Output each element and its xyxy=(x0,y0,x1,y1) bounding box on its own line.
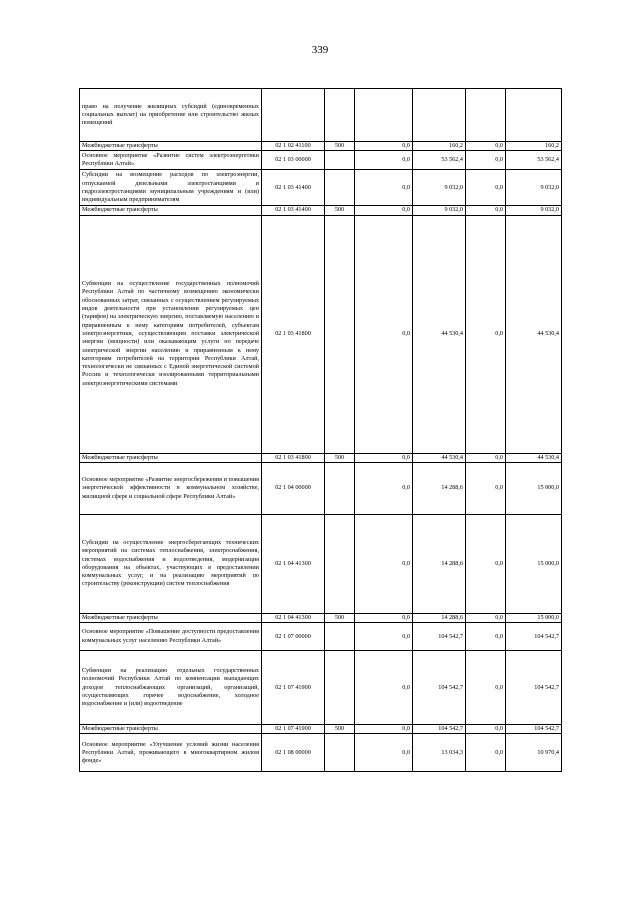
row-value-4 xyxy=(506,89,562,142)
row-value-4: 104 542,7 xyxy=(506,651,562,725)
row-value-3: 0,0 xyxy=(466,734,506,772)
table-row xyxy=(80,651,562,725)
row-value-2: 104 542,7 xyxy=(413,725,466,734)
row-value-3: 0,0 xyxy=(466,151,506,170)
row-code: 02 1 04 41300 xyxy=(262,613,325,622)
row-code: 02 1 08 00000 xyxy=(262,734,325,772)
row-expense-type xyxy=(325,514,355,613)
row-code: 02 1 02 41100 xyxy=(262,142,325,151)
table-row xyxy=(80,89,562,142)
row-value-3: 0,0 xyxy=(466,514,506,613)
row-value-2: 14 288,6 xyxy=(413,613,466,622)
row-value-4: 15 000,0 xyxy=(506,514,562,613)
row-value-3: 0,0 xyxy=(466,453,506,462)
row-code: 02 1 07 41900 xyxy=(262,651,325,725)
row-expense-type xyxy=(325,623,355,651)
table-row xyxy=(80,734,562,772)
row-value-4: 160,2 xyxy=(506,142,562,151)
row-value-2: 9 032,0 xyxy=(413,170,466,206)
row-name: Субсидии на осуществление энергосберегающих технических мероприятий на системах теплоснабжения, электроснабжения, системах водоснабжения и водоотведения, модернизация оборудования на объектах, участвующих в предоставлении коммунальных услуг, и на реализацию мероприятий по строительству (реконструкции) систем теплоснабжения xyxy=(80,514,262,613)
row-value-3: 0,0 xyxy=(466,170,506,206)
row-value-3: 0,0 xyxy=(466,613,506,622)
row-name: право на получение жилищных субсидий (единовременных социальных выплат) на приобретение или строительство жилых помещений xyxy=(80,89,262,142)
row-value-2: 53 562,4 xyxy=(413,151,466,170)
row-expense-type xyxy=(325,89,355,142)
table-row xyxy=(80,170,562,206)
table-row xyxy=(80,151,562,170)
table-row xyxy=(80,623,562,651)
row-value-3: 0,0 xyxy=(466,215,506,453)
row-value-4: 9 032,0 xyxy=(506,206,562,215)
row-value-1: 0,0 xyxy=(355,462,413,514)
row-value-1: 0,0 xyxy=(355,170,413,206)
table-row xyxy=(80,514,562,613)
row-name: Основное мероприятие «Улучшение условий жизни населения Республики Алтай, проживающего в многоквартирном жилом фонде» xyxy=(80,734,262,772)
row-expense-type: 500 xyxy=(325,725,355,734)
row-name: Межбюджетные трансферты xyxy=(80,613,262,622)
row-value-4: 15 000,0 xyxy=(506,462,562,514)
table-row xyxy=(80,215,562,453)
row-code: 02 1 03 41800 xyxy=(262,215,325,453)
row-name: Субвенции на реализацию отдельных государственных полномочий Республики Алтай по компенсации выпадающих доходов теплоснабжающих организаций, организаций, осуществляющих горячее водоснабжение, холодное водоснабжение и (или) водоотведение xyxy=(80,651,262,725)
row-value-3: 0,0 xyxy=(466,651,506,725)
row-code xyxy=(262,89,325,142)
row-code: 02 1 04 00000 xyxy=(262,462,325,514)
row-value-4: 9 032,0 xyxy=(506,170,562,206)
row-code: 02 1 07 41900 xyxy=(262,725,325,734)
row-value-2: 160,2 xyxy=(413,142,466,151)
row-value-3: 0,0 xyxy=(466,206,506,215)
row-name: Субвенции на осуществление государственных полномочий Республики Алтай по частичному возмещению экономически обоснованных затрат, связанных с осуществлением регулируемых видов деятельности при установлении регулируемых цен (тарифов) на электрическую энергию, поставляемую населению и приравненным к нему категориям потребителей, субъектам электроэнергетики, осуществляющим поставки электрической энергии (мощности) или оказывающим услуги по передаче электрической энергии населению и приравненным к нему категориям потребителей на территории Республики Алтай, технологически не связанных с Единой энергетической системой России и технологически изолированными территориальными электроэнергетическими системами xyxy=(80,215,262,453)
row-expense-type: 500 xyxy=(325,206,355,215)
row-value-1: 0,0 xyxy=(355,725,413,734)
row-value-3: 0,0 xyxy=(466,142,506,151)
row-expense-type xyxy=(325,215,355,453)
row-value-1: 0,0 xyxy=(355,453,413,462)
row-name: Основное мероприятие «Развитие энергосбережения и повышения энергетической эффективности в коммунальном хозяйстве, жилищной сфере и социальной сфере Республики Алтай» xyxy=(80,462,262,514)
row-value-4: 44 530,4 xyxy=(506,453,562,462)
row-value-1 xyxy=(355,89,413,142)
row-code: 02 1 03 41400 xyxy=(262,206,325,215)
row-expense-type: 500 xyxy=(325,142,355,151)
row-expense-type xyxy=(325,651,355,725)
row-value-2: 13 034,3 xyxy=(413,734,466,772)
row-name: Основное мероприятие «Развитие систем электроэнергетики Республики Алтай» xyxy=(80,151,262,170)
row-code: 02 1 07 00000 xyxy=(262,623,325,651)
row-value-1: 0,0 xyxy=(355,151,413,170)
table-row xyxy=(80,725,562,734)
row-expense-type: 500 xyxy=(325,613,355,622)
row-expense-type: 500 xyxy=(325,453,355,462)
row-value-2: 14 288,6 xyxy=(413,462,466,514)
row-name: Межбюджетные трансферты xyxy=(80,142,262,151)
table-row xyxy=(80,613,562,622)
row-value-2: 14 288,6 xyxy=(413,514,466,613)
row-expense-type xyxy=(325,151,355,170)
row-code: 02 1 03 41400 xyxy=(262,170,325,206)
row-expense-type xyxy=(325,734,355,772)
table-row xyxy=(80,462,562,514)
row-value-1: 0,0 xyxy=(355,514,413,613)
row-value-2: 104 542,7 xyxy=(413,623,466,651)
page-number: 339 xyxy=(311,44,329,56)
row-code: 02 1 03 00000 xyxy=(262,151,325,170)
row-expense-type xyxy=(325,462,355,514)
row-value-3 xyxy=(466,89,506,142)
row-value-1: 0,0 xyxy=(355,734,413,772)
row-value-3: 0,0 xyxy=(466,623,506,651)
row-value-1: 0,0 xyxy=(355,142,413,151)
table-row xyxy=(80,206,562,215)
row-name: Основное мероприятие «Повышение доступности предоставления коммунальных услуг населению Республики Алтай» xyxy=(80,623,262,651)
row-expense-type xyxy=(325,170,355,206)
row-value-4: 104 542,7 xyxy=(506,623,562,651)
row-code: 02 1 04 41300 xyxy=(262,514,325,613)
row-value-4: 10 970,4 xyxy=(506,734,562,772)
row-name: Межбюджетные трансферты xyxy=(80,725,262,734)
row-name: Межбюджетные трансферты xyxy=(80,206,262,215)
row-name: Субсидии на возмещение расходов по электроэнергии, отпускаемой дизельными электростанциями и гидроэлектростанциями муниципальным учреждениям и (или) индивидуальным предпринимателям xyxy=(80,170,262,206)
row-name: Межбюджетные трансферты xyxy=(80,453,262,462)
row-value-1: 0,0 xyxy=(355,206,413,215)
row-value-4: 104 542,7 xyxy=(506,725,562,734)
row-value-2: 104 542,7 xyxy=(413,651,466,725)
row-value-1: 0,0 xyxy=(355,623,413,651)
row-value-2: 9 032,0 xyxy=(413,206,466,215)
budget-table-body xyxy=(80,89,562,772)
row-value-3: 0,0 xyxy=(466,725,506,734)
row-value-2: 44 530,4 xyxy=(413,215,466,453)
budget-table xyxy=(79,88,562,772)
row-value-1: 0,0 xyxy=(355,651,413,725)
row-value-1: 0,0 xyxy=(355,613,413,622)
row-value-4: 53 562,4 xyxy=(506,151,562,170)
row-value-3: 0,0 xyxy=(466,462,506,514)
row-code: 02 1 03 41800 xyxy=(262,453,325,462)
row-value-2 xyxy=(413,89,466,142)
row-value-4: 15 000,0 xyxy=(506,613,562,622)
row-value-1: 0,0 xyxy=(355,215,413,453)
row-value-4: 44 530,4 xyxy=(506,215,562,453)
table-row xyxy=(80,142,562,151)
table-row xyxy=(80,453,562,462)
row-value-2: 44 530,4 xyxy=(413,453,466,462)
